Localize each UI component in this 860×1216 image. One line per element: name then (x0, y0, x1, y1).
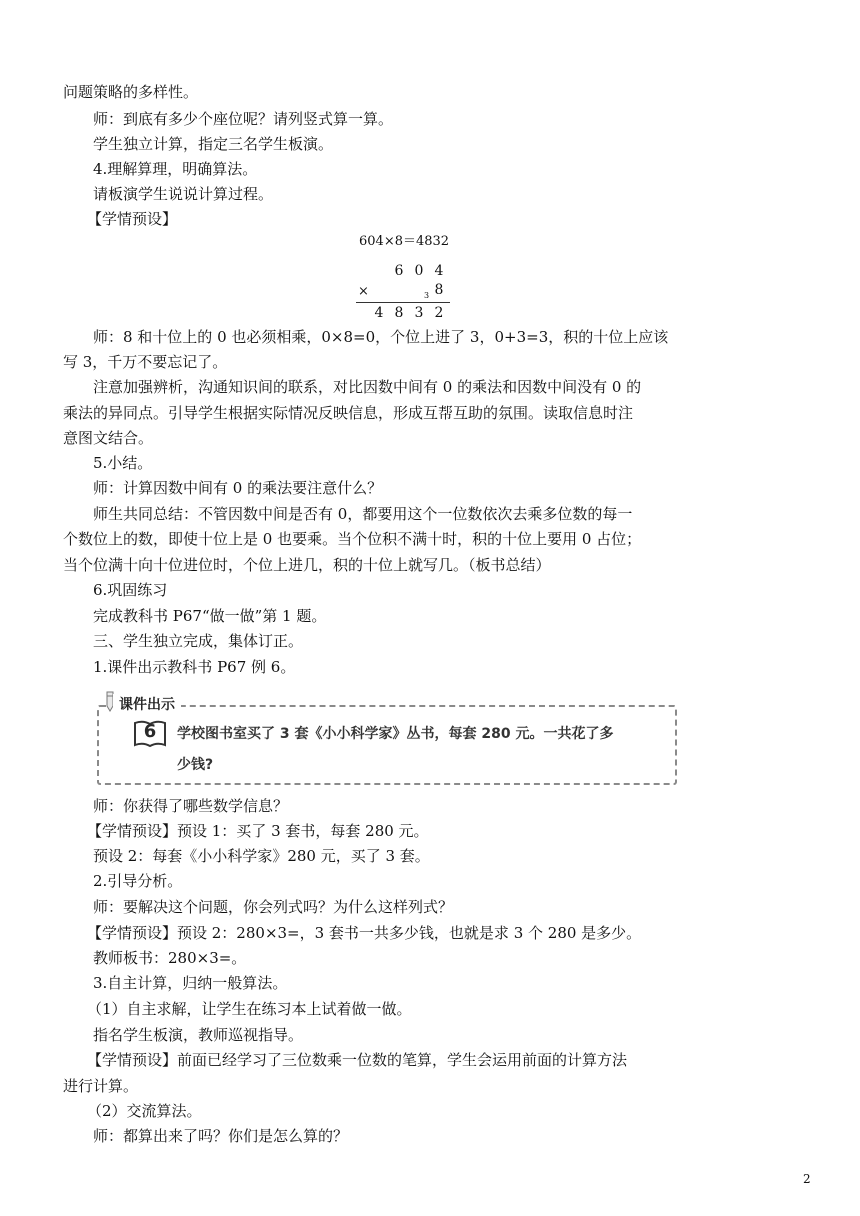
text-line: 1.课件出示教科书 P67 例 6。 (93, 658, 296, 676)
text-line: 学生独立计算，指定三名学生板演。 (93, 135, 334, 153)
calc-multiplier: 8 (434, 282, 444, 298)
courseware-label: 课件出示 (113, 694, 181, 716)
text-line: 师生共同总结：不管因数中间是否有 0，都要用这个一位数依次去乘多位数的每一 (93, 505, 633, 523)
page-number: 2 (803, 1172, 811, 1186)
vertical-calculation (340, 234, 480, 324)
text-line: 师：8 和十位上的 0 也必须相乘，0×8=0，个位上进了 3，0+3=3，积的十位上应该 (93, 328, 669, 346)
courseware-text: 学校图书室买了 3 套《小小科学家》丛书，每套 280 元。一共花了多 (177, 726, 614, 742)
text-line: 指名学生板演，教师巡视指导。 (93, 1026, 304, 1044)
text-line: 问题策略的多样性。 (63, 83, 199, 101)
courseware-box (97, 692, 675, 782)
text-line: 完成教科书 P67“做一做”第 1 题。 (93, 607, 327, 625)
text-line: 师：到底有多少个座位呢？请列竖式算一算。 (93, 110, 394, 128)
text-line: 教师板书：280×3=。 (93, 949, 247, 967)
text-line: 师：你获得了哪些数学信息？ (93, 797, 289, 815)
text-line: 师：要解决这个问题，你会列式吗？为什么这样列式？ (93, 898, 454, 916)
calc-top-digit: 4 (434, 263, 444, 279)
text-line: 师：都算出来了吗？你们是怎么算的？ (93, 1127, 349, 1145)
text-line: （2）交流算法。 (87, 1102, 202, 1120)
text-line: 3.自主计算，归纳一般算法。 (93, 974, 288, 992)
calc-rule (356, 302, 450, 303)
calc-carry: 3 (424, 291, 430, 300)
text-line: 【学情预设】前面已经学习了三位数乘一位数的笔算，学生会运用前面的计算方法 (87, 1051, 628, 1069)
text-line: 三、学生独立完成，集体订正。 (93, 632, 304, 650)
example-number-badge (133, 718, 167, 748)
calc-equation: 604×8＝4832 (359, 234, 450, 249)
calc-top-digit: 6 (394, 263, 404, 279)
text-line: 【学情预设】预设 2：280×3=，3 套书一共多少钱，也就是求 3 个 280 是多少。 (87, 924, 642, 942)
text-line: 2.引导分析。 (93, 872, 183, 890)
text-line: 【学情预设】预设 1：买了 3 套书，每套 280 元。 (87, 822, 429, 840)
text-line: 5.小结。 (93, 454, 153, 472)
calc-result-digit: 3 (414, 305, 424, 321)
courseware-text: 少钱? (177, 757, 214, 773)
calc-times-sign: × (358, 284, 369, 299)
text-line: 注意加强辨析，沟通知识间的联系，对比因数中间有 0 的乘法和因数中间没有 0 的 (93, 378, 642, 396)
calc-result-digit: 4 (374, 305, 384, 321)
text-line: 进行计算。 (63, 1077, 139, 1095)
text-line: 预设 2：每套《小小科学家》280 元，买了 3 套。 (93, 847, 430, 865)
text-line: 个数位上的数，即使十位上是 0 也要乘。当个位积不满十时，积的十位上要用 0 占位； (63, 530, 642, 548)
text-line: 4.理解算理，明确算法。 (93, 160, 258, 178)
text-line: 6.巩固练习 (93, 581, 168, 599)
calc-result-digit: 2 (434, 305, 444, 321)
text-line: 请板演学生说说计算过程。 (93, 185, 274, 203)
text-line: 当个位满十向十位进位时，个位上进几，积的十位上就写几。（板书总结） (63, 556, 551, 574)
text-line: 乘法的异同点。引导学生根据实际情况反映信息，形成互帮互助的氛围。读取信息时注 (63, 404, 634, 422)
text-line: 写 3，千万不要忘记了。 (63, 353, 228, 371)
text-line: 意图文结合。 (63, 429, 154, 447)
calc-top-digit: 0 (414, 263, 424, 279)
text-line: 师：计算因数中间有 0 的乘法要注意什么？ (93, 479, 383, 497)
calc-result-digit: 8 (394, 305, 404, 321)
text-line: （1）自主求解，让学生在练习本上试着做一做。 (87, 1000, 412, 1018)
text-line: 【学情预设】 (87, 210, 178, 228)
example-number: 6 (143, 721, 157, 742)
